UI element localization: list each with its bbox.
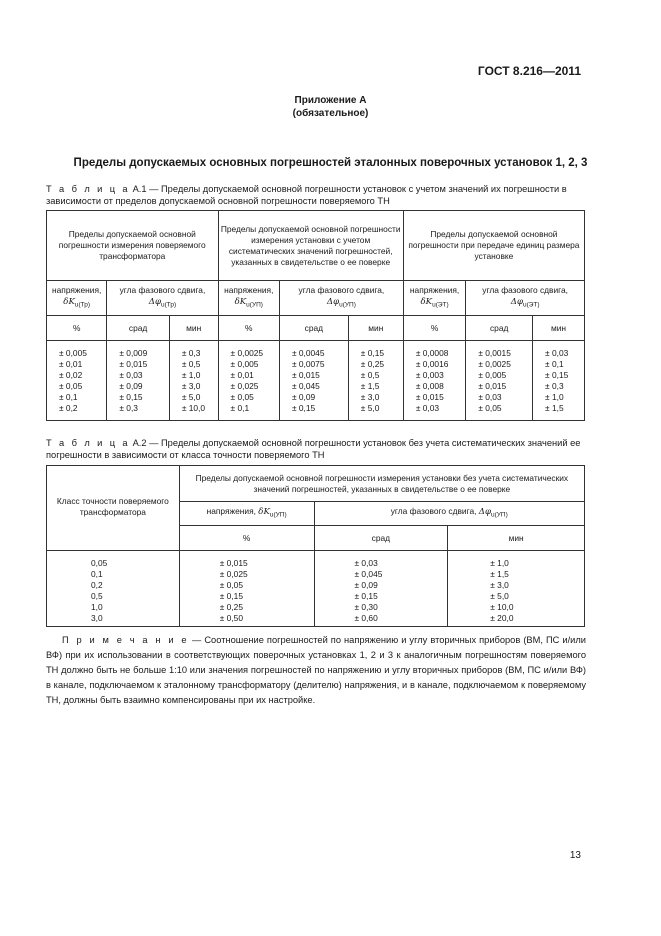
table-cell-value: ± 5,0 (181, 392, 201, 402)
table1-values-col (107, 341, 169, 421)
table-cell-value: ± 5,0 (360, 403, 380, 413)
table1-unit: мин (348, 316, 403, 341)
table2-caption (46, 437, 586, 461)
table-cell-value: ± 0,015 (291, 370, 320, 380)
table1-angle-header: угла фазового сдвига, $\Delta\varphi_{u(УП)}$ (279, 281, 403, 316)
table-cell-value: ± 0,03 (545, 348, 569, 358)
table-cell-value: ± 3,0 (360, 392, 380, 402)
table-cell-value: ± 0,045 (354, 569, 383, 579)
table2-angle-header: угла фазового сдвига, $\Delta\varphi_{u(УП)}$ (314, 502, 585, 526)
table-cell-value: ± 0,0045 (291, 348, 325, 358)
table-cell-value: ± 1,0 (181, 370, 201, 380)
standard-number: ГОСТ 8.216—2011 (477, 64, 581, 78)
table1-caption (46, 183, 586, 207)
table-cell-value: ± 10,0 (490, 602, 514, 612)
table1-group-header: Пределы допускаемой основной погрешности измерения поверяемого трансформатора (47, 211, 219, 281)
table2-voltage-header: напряжения, $\delta K_{u(УП)}$ (179, 502, 314, 526)
table1-values-col (218, 341, 279, 421)
table-cell-value: ± 0,25 (219, 602, 243, 612)
table-cell-value: ± 0,15 (219, 591, 243, 601)
table-a1 (46, 210, 585, 421)
table1-unit: мин (169, 316, 218, 341)
table-cell-value: ± 0,03 (478, 392, 502, 402)
table-cell-value: ± 0,03 (354, 558, 378, 568)
table1-unit: % (47, 316, 107, 341)
table-cell-value: ± 0,2 (59, 403, 78, 413)
table-cell-value: ± 0,045 (291, 381, 320, 391)
table-cell-value: ± 0,05 (478, 403, 502, 413)
table2-unit: % (179, 526, 314, 551)
table1-voltage-header: напряжения, $\delta K_{u(УП)}$ (218, 281, 279, 316)
table2-unit: мин (448, 526, 585, 551)
table1-values-col (533, 341, 585, 421)
table-cell-value: ± 0,0008 (415, 348, 449, 358)
note-text: — Соотношение погрешностей по напряжению и углу вторичных приборов (ВМ, ПС и/или ВФ) при их использовании в соответствующих поверочных установках 1, 2 и 3 к аналогичным погрешностям поверяемого ТН должно быть не больше 1:10 или значения погрешностей по напряжению и углу вторичных приборов (ВМ, ПС и/или ВФ) в канале, подключаемом к эталонному трансформатору (делителю) напряжения, и в канале, подключаемом к поверяемому ТН, должны быть взаимно компенсированы при их настройке. (46, 635, 586, 705)
table-cell-value: ± 0,015 (119, 359, 148, 369)
table-cell-value: ± 0,009 (119, 348, 148, 358)
table-cell-value: 0,05 (91, 558, 108, 568)
table-cell-value: ± 0,25 (360, 359, 385, 369)
page-number: 13 (569, 850, 581, 861)
table-cell-value: ± 0,025 (219, 569, 248, 579)
table2-unit: срад (314, 526, 448, 551)
table-cell-value: ± 0,0016 (415, 359, 449, 369)
table-cell-value: ± 0,09 (291, 392, 316, 402)
table-cell-value: ± 0,15 (291, 403, 316, 413)
table-cell-value: 0,5 (91, 591, 103, 601)
table1-values-col (403, 341, 465, 421)
table2-values-col (448, 551, 585, 627)
table-cell-value: ± 0,5 (360, 370, 380, 380)
table-cell-value: ± 0,03 (119, 370, 143, 380)
table1-values-col (169, 341, 218, 421)
table-cell-value: ± 1,0 (545, 392, 564, 402)
table-cell-value: ± 1,5 (545, 403, 564, 413)
table2-caption-text: А.2 — Пределы допускаемой основной погрешности установок без учета систематических значений ее погрешности в зависимости от класса точности поверяемого ТН (46, 438, 581, 460)
table-cell-value: ± 0,3 (545, 381, 564, 391)
table-cell-value: ± 0,5 (181, 359, 201, 369)
table-cell-value: ± 0,005 (478, 370, 507, 380)
table1-values-col (348, 341, 403, 421)
table-cell-value: ± 0,1 (545, 359, 564, 369)
table-cell-value: ± 20,0 (490, 613, 514, 623)
table-cell-value: ± 0,50 (219, 613, 243, 623)
note-label: П р и м е ч а н и е (62, 635, 189, 645)
table-cell-value: ± 0,09 (119, 381, 143, 391)
table2-class-header: Класс точности поверяемого трансформатора (47, 466, 180, 551)
table-cell-value: ± 0,05 (59, 381, 83, 391)
appendix-note: (обязательное) (292, 108, 369, 119)
table-cell-value: ± 0,05 (219, 580, 243, 590)
table-cell-value: ± 5,0 (490, 591, 509, 601)
table-cell-value: ± 0,02 (59, 370, 83, 380)
table-cell-value: ± 0,015 (219, 558, 248, 568)
table-cell-value: ± 0,09 (354, 580, 378, 590)
table1-group-header: Пределы допускаемой основной погрешности при передаче единиц размера установке (403, 211, 584, 281)
table-cell-value: ± 3,0 (181, 381, 201, 391)
table1-caption-text: А.1 — Пределы допускаемой основной погрешности установок с учетом значений их погрешности в зависимости от пределов допускаемой основной погрешности поверяемого ТН (46, 184, 567, 206)
section-title: Пределы допускаемых основных погрешностей эталонных поверочных установок 1, 2, 3 (73, 157, 588, 169)
table-cell-value: ± 0,0075 (291, 359, 325, 369)
note-paragraph (46, 633, 586, 708)
table1-voltage-header: напряжения, $\delta K_{u(Тр)}$ (47, 281, 107, 316)
table1-unit: % (403, 316, 465, 341)
table-cell-value: ± 0,3 (119, 403, 138, 413)
table1-unit: мин (533, 316, 585, 341)
table-cell-value: ± 0,008 (415, 381, 444, 391)
table2-class-col (47, 551, 180, 627)
table-cell-value: ± 3,0 (490, 580, 509, 590)
table-cell-value: ± 0,0015 (478, 348, 511, 358)
table-cell-value: ± 0,15 (360, 348, 385, 358)
table-cell-value: ± 0,015 (415, 392, 444, 402)
table-cell-value: ± 0,0025 (478, 359, 511, 369)
table1-label: Т а б л и ц а (46, 184, 130, 194)
table-cell-value: 3,0 (91, 613, 103, 623)
table-cell-value: ± 0,005 (59, 348, 87, 358)
table1-values-col (279, 341, 348, 421)
table-cell-value: ± 10,0 (181, 403, 206, 413)
table1-values-col (47, 341, 107, 421)
table-cell-value: ± 0,60 (354, 613, 378, 623)
table-cell-value: 0,2 (91, 580, 103, 590)
table2-values-col (314, 551, 448, 627)
table1-unit: срад (107, 316, 169, 341)
table2-values-col (179, 551, 314, 627)
table-cell-value: ± 0,3 (181, 348, 201, 358)
table2-group-header: Пределы допускаемой основной погрешности измерения установки без учета систематических значений погрешностей, указанных в свидетельстве о ее поверке (179, 466, 584, 502)
table1-unit: срад (279, 316, 348, 341)
table1-voltage-header: напряжения, $\delta K_{u(ЭТ)}$ (403, 281, 465, 316)
appendix-title: Приложение А (294, 95, 367, 106)
table-cell-value: ± 0,15 (545, 370, 569, 380)
table1-values-col (466, 341, 533, 421)
table-cell-value: ± 0,0025 (230, 348, 264, 358)
table1-unit: срад (466, 316, 533, 341)
table-cell-value: ± 0,03 (415, 403, 440, 413)
table-cell-value: ± 0,01 (230, 370, 254, 380)
table1-angle-header: угла фазового сдвига, $\Delta\varphi_{u(Тр)}$ (107, 281, 218, 316)
table-cell-value: ± 0,15 (354, 591, 378, 601)
table-cell-value: ± 0,015 (478, 381, 507, 391)
table-cell-value: ± 1,0 (490, 558, 509, 568)
table-cell-value: ± 0,30 (354, 602, 378, 612)
table-a2 (46, 465, 585, 627)
table-cell-value: 1,0 (91, 602, 103, 612)
table-cell-value: ± 0,025 (230, 381, 259, 391)
table1-angle-header: угла фазового сдвига, $\Delta\varphi_{u(ЭТ)}$ (466, 281, 585, 316)
table-cell-value: ± 0,05 (230, 392, 254, 402)
table-cell-value: ± 1,5 (360, 381, 380, 391)
table-cell-value: ± 0,01 (59, 359, 83, 369)
table-cell-value: ± 0,003 (415, 370, 444, 380)
table-cell-value: ± 0,1 (59, 392, 78, 402)
table1-unit: % (218, 316, 279, 341)
table-cell-value: ± 0,005 (230, 359, 259, 369)
table-cell-value: 0,1 (91, 569, 103, 579)
table-cell-value: ± 0,1 (230, 403, 250, 413)
table-cell-value: ± 0,15 (119, 392, 143, 402)
table1-group-header: Пределы допускаемой основной погрешности измерения установки с учетом систематических значений погрешностей, указанных в свидетельстве о ее поверке (218, 211, 403, 281)
table2-label: Т а б л и ц а (46, 438, 130, 448)
table-cell-value: ± 1,5 (490, 569, 509, 579)
